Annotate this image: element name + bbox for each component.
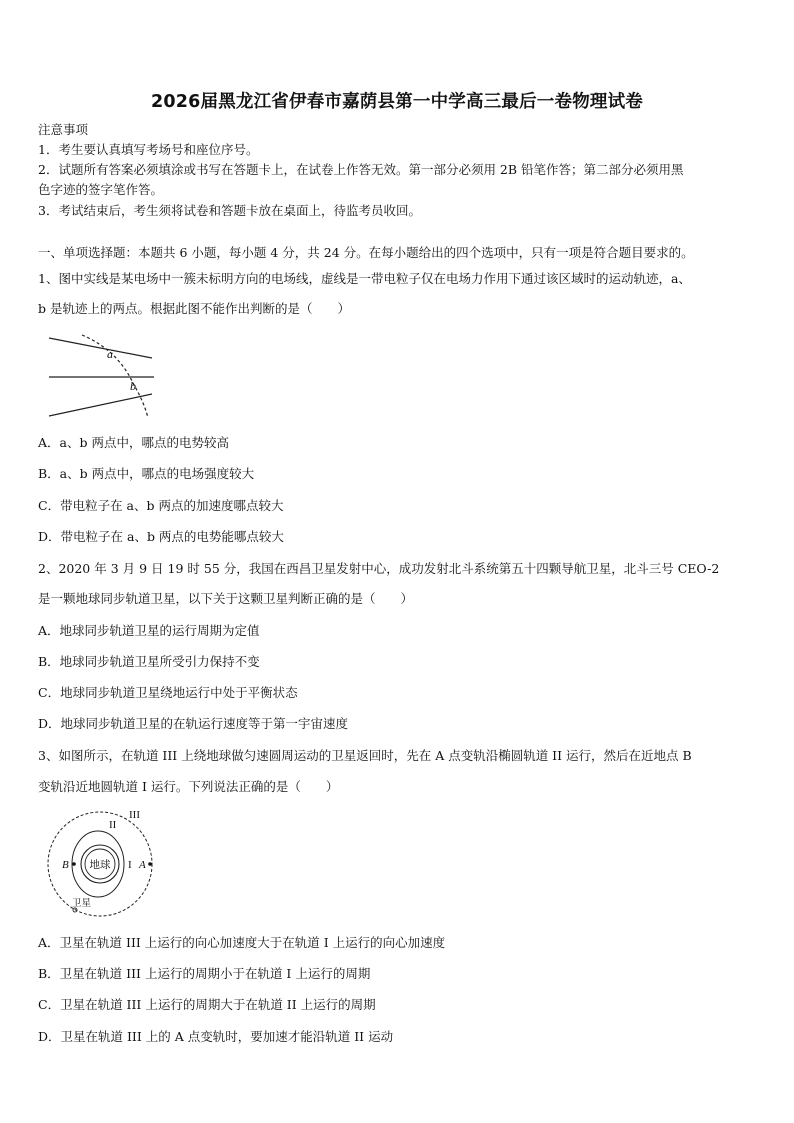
satellite-label: 卫星 bbox=[72, 898, 92, 909]
field-line bbox=[49, 394, 152, 416]
question-stem: 1、图中实线是某电场中一簇未标明方向的电场线，虚线是一带电粒子仅在电场力作用下通过该区域时的运动轨迹，a、 bbox=[38, 271, 691, 286]
option-C: C．地球同步轨道卫星绕地运行中处于平衡状态 bbox=[38, 685, 298, 700]
point-A-dot bbox=[148, 862, 152, 866]
question-stem: 3、如图所示，在轨道 III 上绕地球做匀速圆周运动的卫星返回时，先在 A 点变轨沿椭圆轨道 II 运行，然后在近地点 B bbox=[38, 748, 692, 763]
option-C: C．卫星在轨道 III 上运行的周期大于在轨道 II 上运行的周期 bbox=[38, 997, 376, 1012]
point-a-label: a bbox=[107, 347, 113, 361]
notice-heading: 注意事项 bbox=[38, 122, 89, 137]
page-title: 2026届黑龙江省伊春市嘉荫县第一中学高三最后一卷物理试卷 bbox=[150, 92, 643, 112]
point-B-label: B bbox=[62, 859, 69, 871]
notice-item: 2．试题所有答案必须填涂或书写在答题卡上，在试卷上作答无效。第一部分必须用 2B 铅笔作答；第二部分必须用黑 bbox=[38, 162, 684, 177]
option-B: B．a、b 两点中，哪点的电场强度较大 bbox=[38, 466, 255, 481]
point-B-dot bbox=[72, 862, 76, 866]
question-stem: 2、2020 年 3 月 9 日 19 时 55 分，我国在西昌卫星发射中心，成功发射北斗系统第五十四颗导航卫星，北斗三号 CEO-2 bbox=[38, 561, 720, 576]
option-D: D．卫星在轨道 III 上的 A 点变轨时，要加速才能沿轨道 II 运动 bbox=[38, 1029, 394, 1044]
orbit-figure bbox=[42, 806, 162, 918]
option-D: D．地球同步轨道卫星的在轨运行速度等于第一宇宙速度 bbox=[38, 716, 349, 731]
option-A: A．a、b 两点中，哪点的电势较高 bbox=[38, 435, 229, 450]
electric-field-figure bbox=[40, 330, 170, 422]
question-stem: 是一颗地球同步轨道卫星，以下关于这颗卫星判断正确的是（ ） bbox=[38, 591, 414, 606]
question-stem: b 是轨迹上的两点。根据此图不能作出判断的是（ ） bbox=[38, 301, 350, 316]
option-D: D．带电粒子在 a、b 两点的电势能哪点较大 bbox=[38, 529, 284, 544]
orbit-II-label: II bbox=[109, 819, 117, 831]
earth-label: 地球 bbox=[89, 859, 111, 871]
option-A: A．卫星在轨道 III 上运行的向心加速度大于在轨道 I 上运行的向心加速度 bbox=[38, 935, 446, 950]
notice-item: 1．考生要认真填写考场号和座位序号。 bbox=[38, 142, 259, 157]
orbit-III-label: III bbox=[129, 809, 140, 821]
notice-item: 色字迹的签字笔作答。 bbox=[38, 182, 164, 197]
option-B: B．卫星在轨道 III 上运行的周期小于在轨道 I 上运行的周期 bbox=[38, 966, 371, 981]
option-B: B．地球同步轨道卫星所受引力保持不变 bbox=[38, 654, 260, 669]
option-C: C．带电粒子在 a、b 两点的加速度哪点较大 bbox=[38, 498, 284, 513]
field-line bbox=[49, 338, 152, 358]
point-A-label: A bbox=[139, 859, 146, 871]
section-heading: 一、单项选择题：本题共 6 小题，每小题 4 分，共 24 分。在每小题给出的四个选项中，只有一项是符合题目要求的。 bbox=[38, 245, 694, 260]
question-stem: 变轨沿近地圆轨道 I 运行。下列说法正确的是（ ） bbox=[38, 779, 339, 794]
notice-item: 3．考试结束后，考生须将试卷和答题卡放在桌面上，待监考员收回。 bbox=[38, 203, 421, 218]
option-A: A．地球同步轨道卫星的运行周期为定值 bbox=[38, 623, 260, 638]
point-b-label: b bbox=[130, 379, 136, 393]
orbit-I-label: I bbox=[128, 859, 132, 871]
